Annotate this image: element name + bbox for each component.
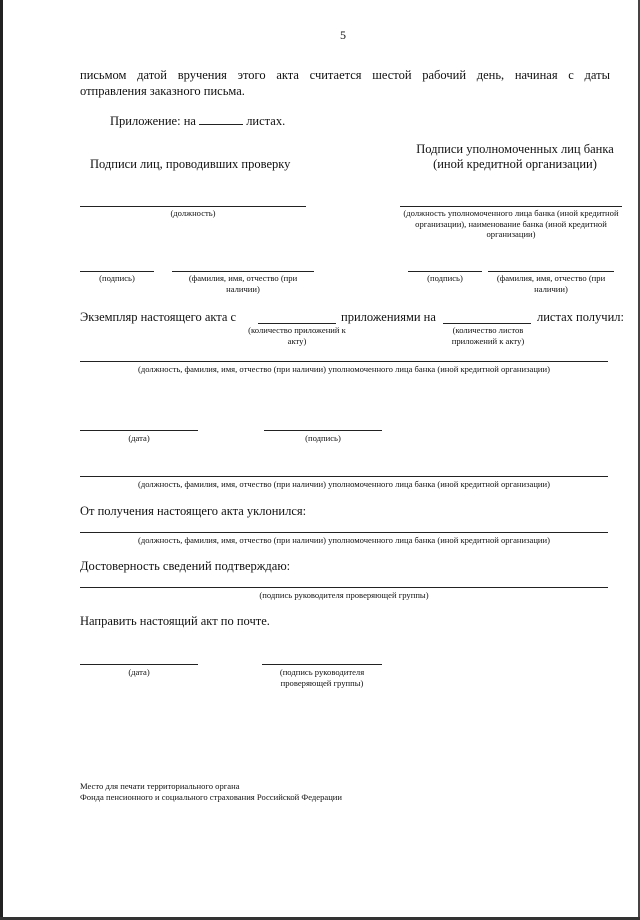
right-heading-line-1: Подписи уполномоченных лиц банка bbox=[416, 142, 614, 156]
receipt-count-caption: (количество приложений к акту) bbox=[248, 325, 346, 346]
confirm-caption: (подпись руководителя проверяющей группы) bbox=[259, 590, 429, 600]
stamp-line-2: Фонда пенсионного и социального страхования Российской Федерации bbox=[80, 792, 342, 802]
page-number: 5 bbox=[340, 28, 346, 42]
receipt-sheets-line[interactable] bbox=[443, 323, 531, 324]
mail-date-line[interactable] bbox=[80, 664, 198, 665]
receipt-sheets-caption: (количество листов приложений к акту) bbox=[451, 325, 525, 346]
evaded-line[interactable] bbox=[80, 532, 608, 533]
receipt-part-2: приложениями на bbox=[341, 310, 436, 324]
attachment-sheets-blank[interactable] bbox=[199, 124, 243, 125]
right-signatures-heading bbox=[400, 142, 630, 172]
attachment-prefix: Приложение: на bbox=[110, 114, 196, 128]
right-heading-line-2: (иной кредитной организации) bbox=[433, 157, 597, 171]
right-name-line[interactable] bbox=[488, 271, 614, 272]
stamp-line-1: Место для печати территориального органа bbox=[80, 781, 240, 791]
mail-signature-caption: (подпись руководителя проверяющей группы) bbox=[279, 667, 365, 688]
right-position-caption: (должность уполномоченного лица банка (иной кредитной организации), наименование банка (иной кредитной организации) bbox=[403, 208, 619, 239]
left-name-line[interactable] bbox=[172, 271, 314, 272]
attachment-suffix: листах. bbox=[246, 114, 286, 128]
right-signature-line[interactable] bbox=[408, 271, 482, 272]
scan-edge-left bbox=[0, 0, 3, 920]
receipt-person-caption: (должность, фамилия, имя, отчество (при наличии) уполномоченного лица банка (иной кредитной организации) bbox=[138, 364, 550, 374]
receipt-person-caption-2: (должность, фамилия, имя, отчество (при наличии) уполномоченного лица банка (иной кредитной организации) bbox=[138, 479, 550, 489]
intro-line-2: отправления заказного письма. bbox=[80, 84, 245, 98]
confirm-line[interactable] bbox=[80, 587, 608, 588]
mail-date-caption: (дата) bbox=[128, 667, 150, 677]
mail-text: Направить настоящий акт по почте. bbox=[80, 614, 270, 628]
right-name-caption: (фамилия, имя, отчество (при наличии) bbox=[496, 273, 606, 294]
evaded-caption: (должность, фамилия, имя, отчество (при наличии) уполномоченного лица банка (иной кредитной организации) bbox=[138, 535, 550, 545]
receipt-count-line[interactable] bbox=[258, 323, 336, 324]
receipt-person-line-2[interactable] bbox=[80, 476, 608, 477]
receipt-date-caption: (дата) bbox=[128, 433, 150, 443]
left-signature-line[interactable] bbox=[80, 271, 154, 272]
left-signatures-heading: Подписи лиц, проводивших проверку bbox=[90, 157, 291, 171]
mail-signature-line[interactable] bbox=[262, 664, 382, 665]
left-name-caption: (фамилия, имя, отчество (при наличии) bbox=[188, 273, 298, 294]
right-signature-caption: (подпись) bbox=[427, 273, 463, 283]
right-position-line[interactable] bbox=[400, 206, 622, 207]
attachment-line bbox=[110, 114, 285, 129]
receipt-date-line[interactable] bbox=[80, 430, 198, 431]
evaded-text: От получения настоящего акта уклонился: bbox=[80, 504, 307, 518]
confirm-text: Достоверность сведений подтверждаю: bbox=[80, 559, 291, 573]
left-signature-caption: (подпись) bbox=[99, 273, 135, 283]
left-position-caption: (должность) bbox=[170, 208, 216, 218]
receipt-signature-caption: (подпись) bbox=[305, 433, 341, 443]
receipt-person-line[interactable] bbox=[80, 361, 608, 362]
receipt-signature-line[interactable] bbox=[264, 430, 382, 431]
receipt-part-3: листах получил: bbox=[537, 310, 624, 324]
receipt-part-1: Экземпляр настоящего акта с bbox=[80, 310, 237, 324]
left-position-line[interactable] bbox=[80, 206, 306, 207]
intro-line-1: письмом датой вручения этого акта считается шестой рабочий день, начиная с даты bbox=[80, 68, 610, 82]
